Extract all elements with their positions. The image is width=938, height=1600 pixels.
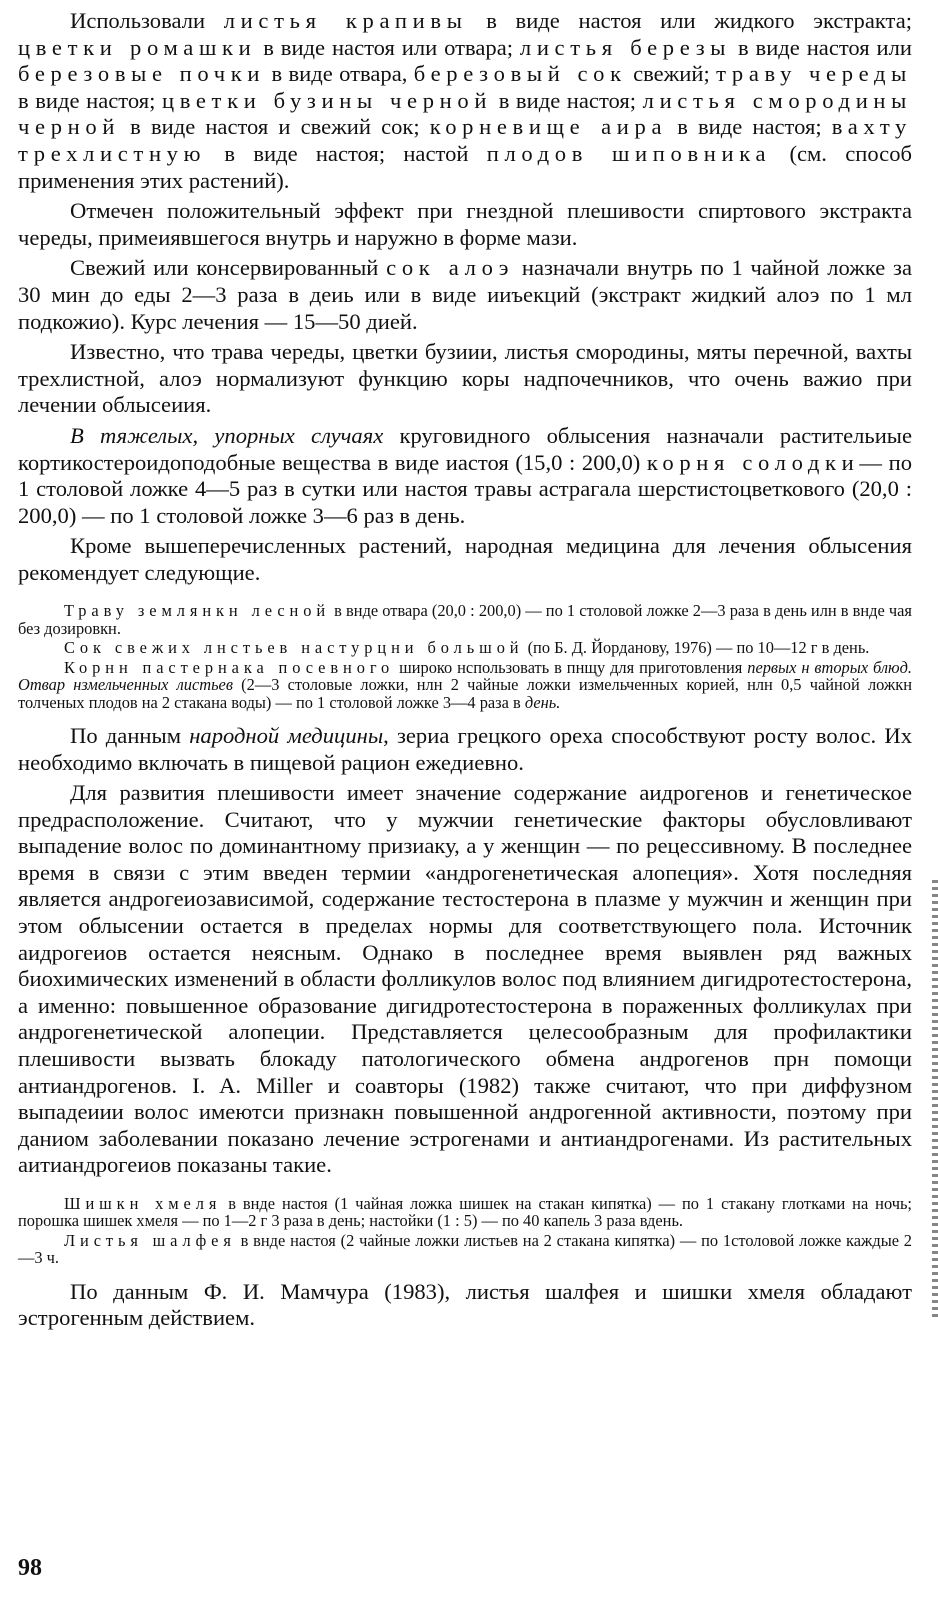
page-body	[18, 8, 912, 1336]
recipe-item: Листья шалфея в внде настоя (2 чайные ложки листьев на 2 стакана кипятка) — по 1столовой ложке каждые 2—3 ч.	[18, 1230, 912, 1268]
paragraph-3: Свежий или консервированный сок алоэ назначали внутрь по 1 чайной ложке за 30 мин до еды 2—3 раза в деиь или в виде ииъекций (экстракт жидкий алоэ по 1 мл подкожио). Курс лечения — 15—50 дией.	[18, 255, 912, 334]
paragraph-1: Использовали листья крапивы в виде настоя или жидкого экстракта; цветки ромашки в виде настоя или отвара; листья березы в виде настоя или березовые почки в виде отвара, березовый сок свежий; траву череды в виде настоя; цветки бузины черной в виде настоя; листья смородины черной в виде настоя и свежий сок; корневище аира в виде настоя; вахту трехлистную в виде настоя; настой плодов шиповника (см. способ применения этих растений).	[18, 8, 913, 193]
page-number: 98	[18, 1555, 42, 1581]
paragraph-4: Известно, что трава череды, цветки бузиии, листья смородины, мяты перечной, вахты трехлистной, алоэ нормализуют функцию коры надпочечников, что очень важио при лечении облысеиия.	[18, 339, 912, 418]
paragraph-5: В тяжелых, упорных случаях круговидного облысения назначали растительиые кортикостероидоподобные вещества в виде иастоя (15,0 : 200,0) корня солодки— по 1 столовой ложке 4—5 раз в сутки или настоя травы астрагала шерстистоцветкового (20,0 : 200,0) — по 1 столовой ложке 3—6 раз в день.	[18, 422, 912, 528]
recipe-item: Шишкн хмеля в внде настоя (1 чайная ложка шишек на стакан кипятка) — по 1 стакану глотками на ночь; порошка шишек хмеля — по 1—2 г 3 раза в день; настойки (1 : 5) — по 40 капель 3 раза вдень.	[18, 1194, 912, 1231]
recipe-list-2	[18, 1195, 912, 1267]
page-edge-shadow	[932, 880, 938, 1320]
recipe-item: Корнн пастернака посевного широко нспользовать в пнщу для приготовления первых н вторых блюд. Отвар нзмельченных листьев (2—3 столовые ложки, нлн 2 чайные ложки измельченных корией, нлн 0,5 чайной ложкн толченых плодов на 2 стакана воды) — по 1 столовой ложке 3—4 раза в день.	[18, 657, 912, 712]
paragraph-6: Кроме вышеперечисленных растений, народная медицина для лечения облысения рекомендует следующие.	[18, 533, 912, 585]
paragraph-8: Для развития плешивости имеет значение содержание аидрогенов и генетическое предрасположение. Считают, что у мужчии генетические факторы обусловливают выпадение волос по доминантному призиаку, а у женщин — по рецессивному. В последнее время в связи с этим введен термии «андрогенетическая алопеция». Хотя последняя является андрогеиозависимой, содержание тестостерона в плазме у мужчин и женщин при этом облысении остается в пределах нормы для соответствующего пола. Источник аидрогеиов остается неясным. Однако в последнее время выявлен ряд важных биохимических изменений в области фолликулов волос под влиянием дигидротестостерона, а именно: повышенное образование дигидротестостерона в пораженных фолликулах при андрогенетической алопеции. Представляется целесообразным для профилактики плешивости вызвать блокаду патологического обмена андрогенов прн помощи антиандрогенов. I. A. Miller и соавторы (1982) также считают, что при диффузном выпадеиии волос имеютси признакн повышенной андрогенной активности, поэтому при даниом заболевании показано лечение эстрогенами и антиандрогенами. Из растительных аитиандрогеиов показаны такие.	[18, 780, 912, 1178]
recipe-list-1	[18, 602, 912, 710]
paragraph-9: По данным Ф. И. Мамчура (1983), листья шалфея и шишки хмеля обладают эстрогенным действием.	[18, 1278, 912, 1331]
paragraph-7: По данным народной медицины, зериа грецкого ореха способствуют росту волос. Их необходимо включать в пищевой рацион ежедиевно.	[18, 722, 912, 775]
recipe-item: Траву землянкн лесной в внде отвара (20,0 : 200,0) — по 1 столовой ложке 2—3 раза в день илн в внде чая без дозировкн.	[18, 601, 912, 638]
paragraph-2: Отмечен положительный эффект при гнездной плешивости спиртового экстракта череды, примеиявшегося внутрь и наружно в форме мази.	[18, 198, 912, 250]
recipe-item: Сок свежих лнстьев настурцни большой (по Б. Д. Йорданову, 1976) — по 10—12 г в день.	[64, 638, 870, 658]
